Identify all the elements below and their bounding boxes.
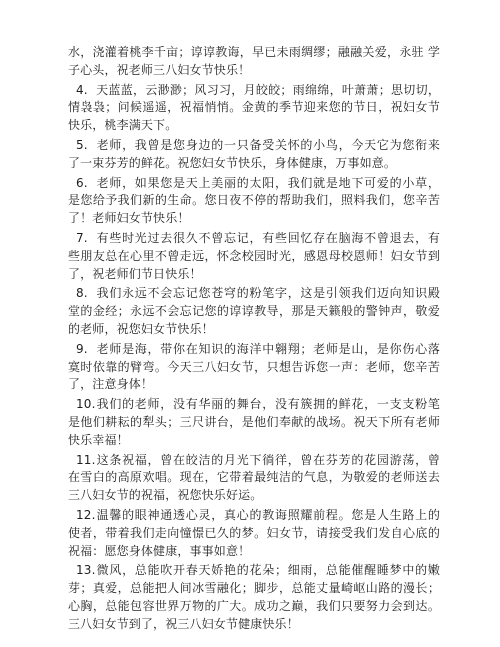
paragraph-number: 8. <box>76 286 88 301</box>
paragraph-number: 11. <box>76 452 96 467</box>
paragraph-text: 有些时光过去很久不曾忘记，有些回忆存在脑海不曾退去，有 些朋友总在心里不曾走远，怀念校园时光，感恩母校恩师！妇女节到 了，祝老师们节日快乐！ <box>68 230 440 281</box>
paragraph-12 <box>68 507 440 560</box>
paragraph-number: 9. <box>76 341 88 356</box>
paragraph-number: 4. <box>76 82 88 97</box>
paragraph-text: 老师是海，带你在知识的海洋中翱翔；老师是山，是你伤心落 寞时依靠的臂弯。今天三八妇女节，只想告诉您一声：老师，您辛苦 了，注意身体！ <box>68 341 440 392</box>
paragraph-text: 我们永远不会忘记您苍穹的粉笔字，这是引领我们迈向知识殿 堂的金经；永远不会忘记您的谆谆教导，那是天籁般的警钟声，敬爱 的老师，祝您妇女节快乐！ <box>68 286 440 336</box>
paragraph-number: 6. <box>76 175 88 190</box>
paragraph-6 <box>68 175 440 228</box>
paragraph-text: 老师，如果您是天上美丽的太阳，我们就是地下可爱的小草， 是您给予我们新的生命。您日夜不停的帮助我们，照料我们，您辛苦 了！老师妇女节快乐！ <box>68 175 440 226</box>
paragraph-number: 5. <box>76 137 88 152</box>
paragraph-3-continued <box>68 44 440 80</box>
paragraph-text: 老师，我曾是您身边的一只备受关怀的小鸟，今天它为您衔来 了一束芬芳的鲜花。祝您妇女节快乐，身体健康，万事如意。 <box>68 137 440 170</box>
paragraph-4 <box>68 82 440 135</box>
paragraph-number: 7. <box>76 230 88 245</box>
paragraph-text: 我们的老师，没有华丽的舞台，没有簇拥的鲜花，一支支粉笔 是他们耕耘的犁头；三尺讲台，是他们奉献的战场。祝天下所有老师 快乐幸福！ <box>68 397 440 447</box>
paragraph-text: 这条祝福，曾在皎洁的月光下徜徉，曾在芬芳的花园游荡，曾 在雪白的高原欢唱。现在，它带着最纯洁的气息，为敬爱的老师送去 三八妇女节的祝福，祝您快乐好运。 <box>68 452 440 503</box>
paragraph-9 <box>68 341 440 394</box>
paragraph-11 <box>68 452 440 505</box>
paragraph-text: 温馨的眼神通透心灵，真心的教诲照耀前程。您是人生路上的 使者，带着我们走向憧憬已久的梦。妇女节，请接受我们发自心底的 祝福：愿您身体健康，事事如意！ <box>68 507 440 558</box>
paragraph-13 <box>68 562 440 633</box>
paragraph-text: 微风，总能吹开春天娇艳的花朵；细雨，总能催醒睡梦中的嫩 芽；真爱，总能把人间冰雪融化；脚步，总能丈量崎岖山路的漫长；心胸，总能包容世界万物的广大。成功之巅，我们只要努力会到达。 三八妇女节到了，祝三八妇女节健康快乐！ <box>68 563 440 631</box>
paragraph-7 <box>68 230 440 283</box>
paragraph-8 <box>68 285 440 338</box>
paragraph-text: 天蓝蓝，云渺渺；风习习，月皎皎；雨绵绵，叶萧萧；思切切， 情袅袅；问候遥遥，祝福悄悄。金黄的季节迎来您的节日，祝妇女节 快乐，桃李满天下。 <box>68 82 440 133</box>
paragraph-number: 13. <box>76 563 96 578</box>
paragraph-10 <box>68 396 440 449</box>
document-body <box>68 44 440 636</box>
paragraph-text: 水，浇灌着桃李千亩；谆谆教诲，早已未雨绸缪；融融关爱，永驻 学子心头，祝老师三八妇女节快乐！ <box>68 45 440 77</box>
paragraph-5 <box>68 137 440 173</box>
paragraph-number: 10. <box>76 397 96 412</box>
paragraph-number: 12. <box>76 507 96 522</box>
